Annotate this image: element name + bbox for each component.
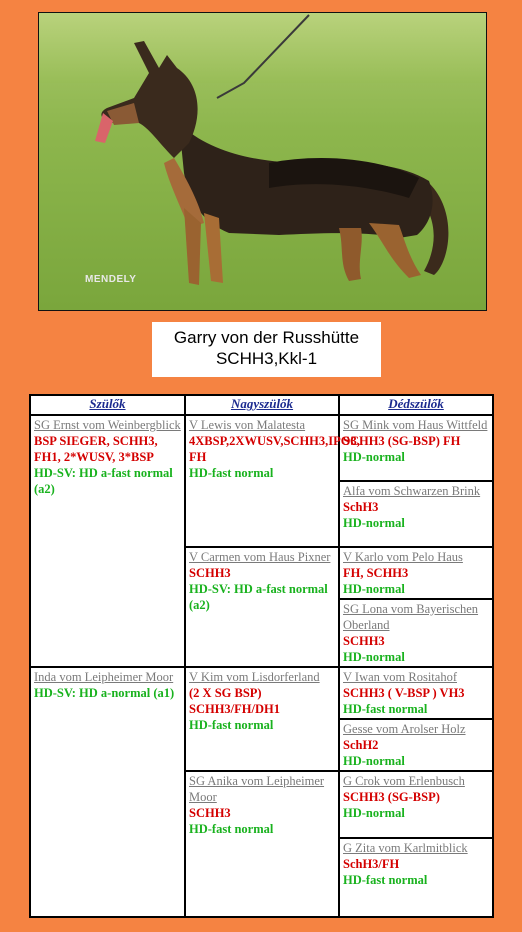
great-grandparent-name: V Karlo vom Pelo Haus — [343, 550, 463, 564]
great-grandparent-health: HD-normal — [343, 450, 405, 464]
great-grandparent-titles: SCHH3 (SG-BSP) — [343, 790, 440, 804]
great-grandparent-cell — [339, 547, 493, 599]
great-grandparent-cell — [339, 719, 493, 771]
grandparent-health: HD-fast normal — [189, 466, 274, 480]
great-grandparent-cell — [339, 481, 493, 547]
parent-health: HD-SV: HD a-fast normal (a2) — [34, 466, 173, 496]
dog-photo-frame — [38, 12, 487, 311]
grandparent-health: HD-fast normal — [189, 718, 274, 732]
dog-titles: SCHH3,Kkl-1 — [215, 349, 318, 368]
great-grandparent-health: HD-normal — [343, 516, 405, 530]
great-grandparent-cell — [339, 599, 493, 667]
great-grandparent-name: Alfa vom Schwarzen Brink — [343, 484, 481, 498]
grandparent-name: V Carmen vom Haus Pixner — [189, 550, 331, 564]
photo-watermark: MENDELY — [85, 274, 137, 285]
great-grandparent-name: SG Lona vom Bayerischen Oberland — [343, 602, 479, 632]
great-grandparent-cell — [339, 667, 493, 719]
great-grandparent-titles: SCHH3 ( V-BSP ) VH3 — [343, 686, 465, 700]
great-grandparent-cell — [339, 838, 493, 917]
grandparent-titles: SCHH3 — [189, 566, 231, 580]
dog-photo — [39, 13, 486, 310]
great-grandparent-health: HD-normal — [343, 582, 405, 596]
great-grandparent-cell — [339, 771, 493, 838]
parent-name: SG Ernst vom Weinbergblick — [34, 418, 181, 432]
grandparent-cell — [185, 667, 339, 771]
grandparent-name: V Lewis von Malatesta — [189, 418, 306, 432]
great-grandparent-cell — [339, 415, 493, 481]
grandparent-health: HD-SV: HD a-fast normal (a2) — [189, 582, 328, 612]
great-grandparent-name: SG Mink vom Haus Wittfeld — [343, 418, 488, 432]
dog-name: Garry von der Russhütte — [173, 328, 360, 347]
grandparent-health: HD-fast normal — [189, 822, 274, 836]
grandparent-titles: SCHH3 — [189, 806, 231, 820]
parent-dam — [30, 667, 185, 917]
dog-name-box — [152, 322, 381, 377]
grandparent-name: V Kim vom Lisdorferland — [189, 670, 320, 684]
parent-health: HD-SV: HD a-normal (a1) — [34, 686, 175, 700]
header-grandparents: Nagyszülők — [185, 395, 339, 415]
great-grandparent-titles: SCHH3 (SG-BSP) FH — [343, 434, 461, 448]
grandparent-titles: (2 X SG BSP) SCHH3/FH/DH1 — [189, 686, 280, 716]
grandparent-cell — [185, 771, 339, 917]
great-grandparent-titles: SchH3 — [343, 500, 379, 514]
header-parents: Szülők — [30, 395, 185, 415]
parent-sire — [30, 415, 185, 667]
grandparent-cell — [185, 547, 339, 667]
header-great-grandparents: Dédszülők — [339, 395, 493, 415]
grandparent-name: SG Anika vom Leipheimer Moor — [189, 774, 325, 804]
great-grandparent-name: G Crok vom Erlenbusch — [343, 774, 465, 788]
great-grandparent-titles: SchH2 — [343, 738, 379, 752]
great-grandparent-health: HD-normal — [343, 754, 405, 768]
great-grandparent-titles: FH, SCHH3 — [343, 566, 409, 580]
parent-name: Inda vom Leipheimer Moor — [34, 670, 174, 684]
pedigree-table — [29, 394, 494, 918]
great-grandparent-health: HD-fast normal — [343, 702, 428, 716]
great-grandparent-name: V Iwan vom Rositahof — [343, 670, 457, 684]
great-grandparent-name: G Zita vom Karlmitblick — [343, 841, 468, 855]
great-grandparent-health: HD-normal — [343, 806, 405, 820]
grandparent-titles: 4XBSP,2XWUSV,SCHH3,IPO3, FH — [189, 434, 360, 464]
parent-titles: BSP SIEGER, SCHH3, FH1, 2*WUSV, 3*BSP — [34, 434, 158, 464]
great-grandparent-titles: SchH3/FH — [343, 857, 400, 871]
great-grandparent-name: Gesse vom Arolser Holz — [343, 722, 466, 736]
great-grandparent-health: HD-normal — [343, 650, 405, 664]
great-grandparent-health: HD-fast normal — [343, 873, 428, 887]
german-shepherd-image — [39, 13, 486, 310]
great-grandparent-titles: SCHH3 — [343, 634, 385, 648]
grandparent-cell — [185, 415, 360, 547]
